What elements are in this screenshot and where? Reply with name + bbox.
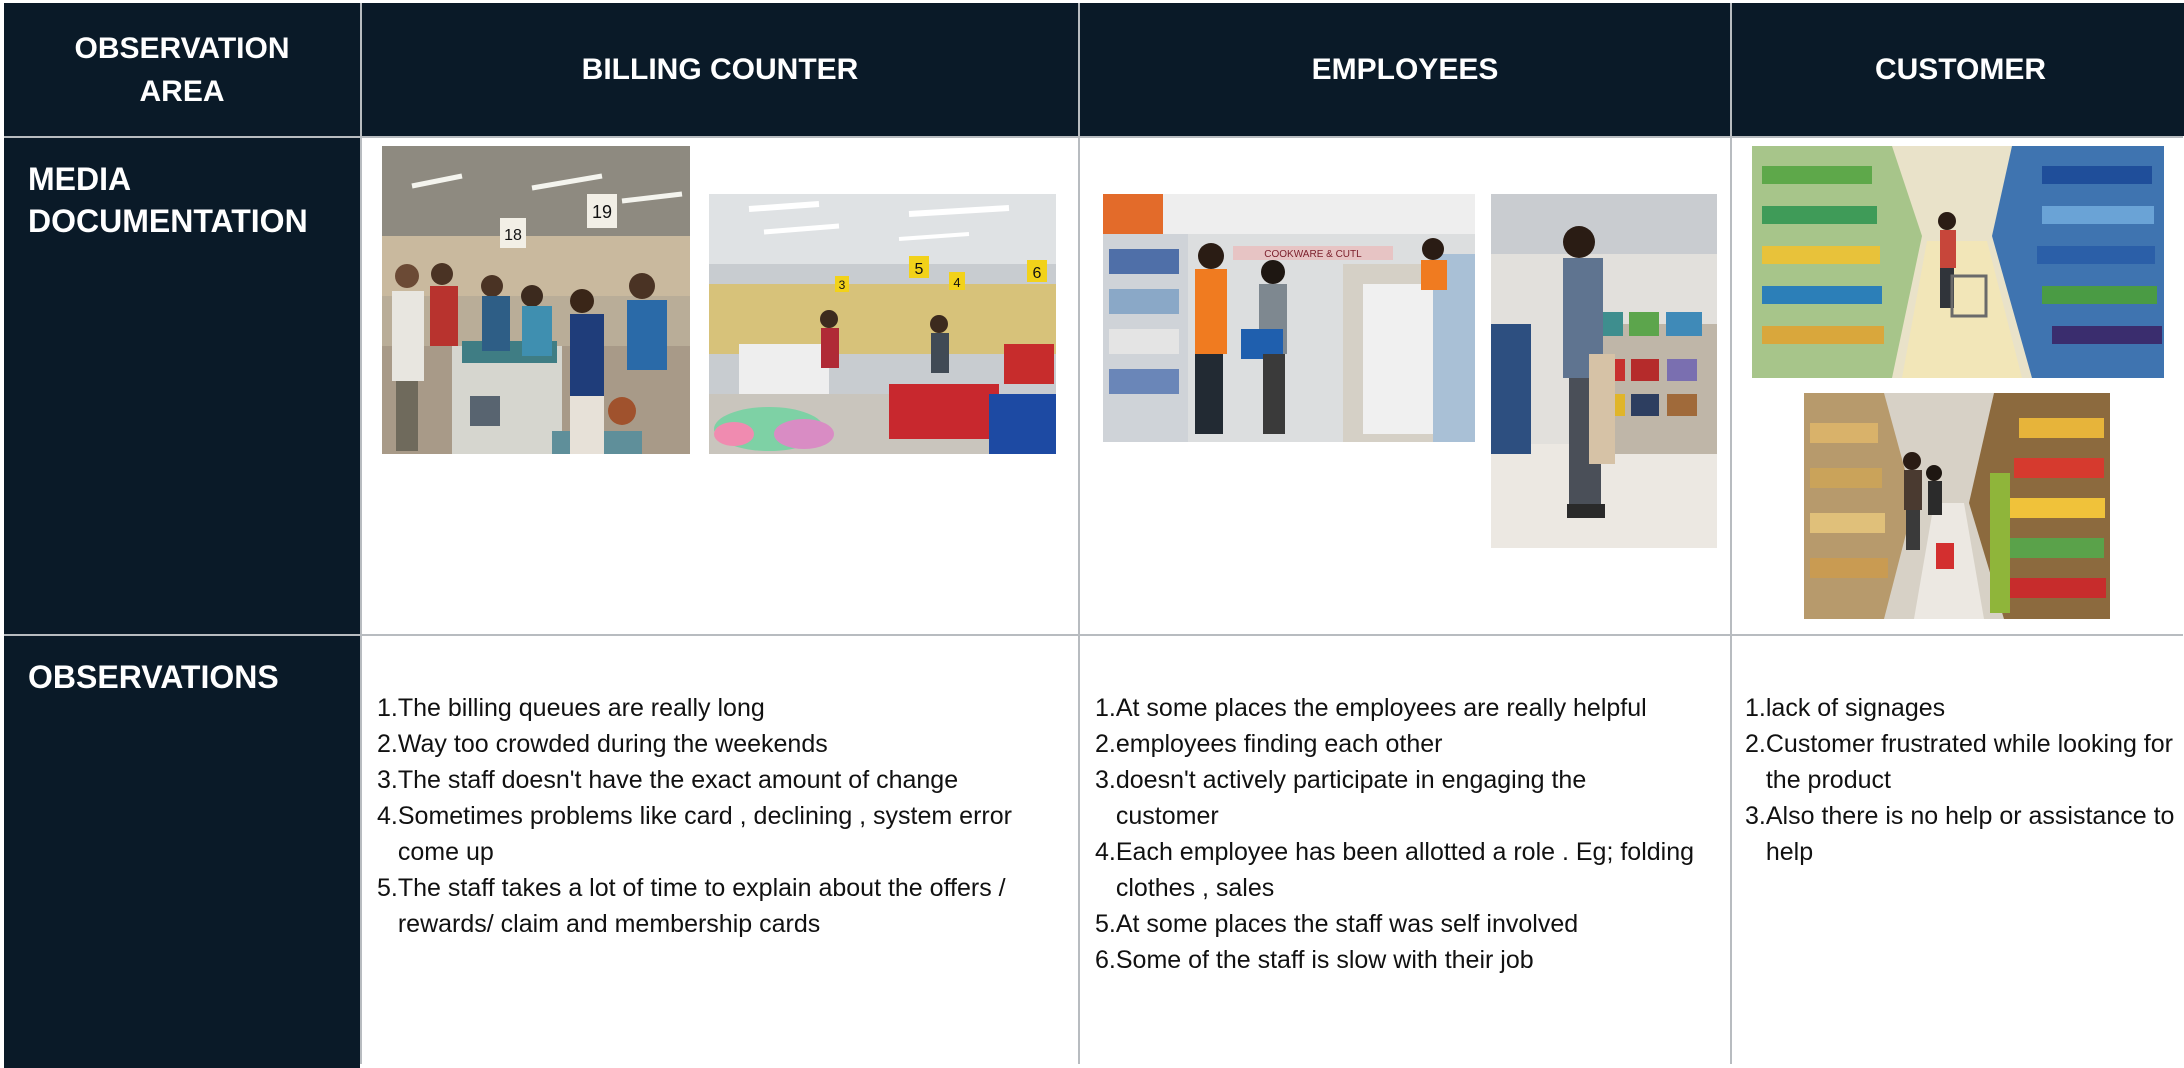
- observation-text: Sometimes problems like card , declining , system error come up: [397, 802, 1012, 866]
- customer-observation-list: [1745, 690, 2175, 870]
- observation-number: 1.: [1095, 694, 1116, 722]
- billing-sign-5: 5: [914, 261, 924, 278]
- billing-sign-6: 6: [1032, 265, 1042, 282]
- header-employees-label: EMPLOYEES: [1311, 53, 1499, 86]
- billing-counters-photo: [709, 194, 1056, 454]
- header-observation-area-label: OBSERVATION AREA: [74, 31, 290, 108]
- header-billing-counter: [362, 3, 1078, 136]
- media-documentation-label: MEDIA DOCUMENTATION: [28, 161, 308, 239]
- observation-item: [377, 690, 1057, 726]
- observation-text: The billing queues are really long: [397, 694, 765, 722]
- billing-sign-4: 4: [953, 275, 961, 290]
- header-customer-label: CUSTOMER: [1874, 53, 2047, 86]
- observation-text: The staff takes a lot of time to explain about the offers / rewards/ claim and membership cards: [397, 874, 1006, 938]
- observation-text: Also there is no help or assistance to help: [1765, 802, 2175, 866]
- observation-item: [1745, 726, 2175, 798]
- observation-text: Customer frustrated while looking for the product: [1765, 730, 2173, 794]
- observation-text: At some places the staff was self involved: [1115, 910, 1579, 938]
- employees-observation-list: [1095, 690, 1695, 978]
- observation-item: [1745, 690, 2175, 726]
- observation-text: Way too crowded during the weekends: [397, 730, 828, 758]
- observation-item: [1095, 942, 1695, 978]
- observation-number: 3.: [1095, 766, 1116, 794]
- employees-observations-cell: [1080, 636, 1730, 1068]
- observation-item: [1095, 762, 1695, 834]
- observation-number: 2.: [1745, 730, 1766, 758]
- customer-media-cell: [1732, 138, 2184, 634]
- observations-label: OBSERVATIONS: [28, 659, 279, 695]
- employees-media-cell: [1080, 138, 1730, 634]
- observation-text: doesn't actively participate in engaging the customer: [1115, 766, 1587, 830]
- row-label-media: [4, 138, 360, 634]
- observation-number: 5.: [1095, 910, 1116, 938]
- observation-number: 3.: [377, 766, 398, 794]
- billing-sign-3: 3: [838, 278, 846, 292]
- observation-number: 4.: [1095, 838, 1116, 866]
- observation-number: 4.: [377, 802, 398, 830]
- observation-number: 2.: [1095, 730, 1116, 758]
- observation-item: [377, 870, 1057, 942]
- observation-number: 6.: [1095, 946, 1116, 974]
- observation-number: 1.: [377, 694, 398, 722]
- observation-number: 1.: [1745, 694, 1766, 722]
- billing-media-cell: [362, 138, 1078, 634]
- customer-observations-cell: [1732, 636, 2184, 1068]
- customer-shopping-photo: [1804, 393, 2110, 619]
- observation-number: 2.: [377, 730, 398, 758]
- header-billing-counter-label: BILLING COUNTER: [581, 53, 859, 86]
- observation-text: employees finding each other: [1115, 730, 1443, 758]
- billing-sign-18: 18: [504, 227, 522, 244]
- observation-item: [377, 798, 1057, 870]
- observation-text: At some places the employees are really helpful: [1115, 694, 1647, 722]
- observation-item: [377, 726, 1057, 762]
- customer-aisle-photo: [1752, 146, 2164, 378]
- employees-aisle-photo: [1103, 194, 1475, 442]
- header-employees: [1080, 3, 1730, 136]
- observation-item: [1745, 798, 2175, 870]
- observation-item: [1095, 906, 1695, 942]
- observation-text: The staff doesn't have the exact amount of change: [397, 766, 959, 794]
- observation-number: 5.: [377, 874, 398, 902]
- header-observation-area: [4, 3, 360, 136]
- billing-observations-cell: [362, 636, 1078, 1068]
- observation-text: Each employee has been allotted a role . Eg; folding clothes , sales: [1115, 838, 1695, 902]
- billing-queue-photo: [382, 146, 690, 454]
- observation-text: Some of the staff is slow with their job: [1115, 946, 1534, 974]
- observation-number: 3.: [1745, 802, 1766, 830]
- observation-item: [377, 762, 1057, 798]
- employee-folding-photo: [1491, 194, 1717, 548]
- observation-table: [4, 3, 2183, 1064]
- observation-item: [1095, 834, 1695, 906]
- observation-item: [1095, 726, 1695, 762]
- observation-text: lack of signages: [1765, 694, 1946, 722]
- billing-observation-list: [377, 690, 1057, 942]
- row-label-observations: [4, 636, 360, 1068]
- header-customer: [1732, 3, 2184, 136]
- observation-item: [1095, 690, 1695, 726]
- billing-sign-19: 19: [591, 202, 613, 222]
- cookware-sign: COOKWARE & CUTL: [1264, 249, 1362, 260]
